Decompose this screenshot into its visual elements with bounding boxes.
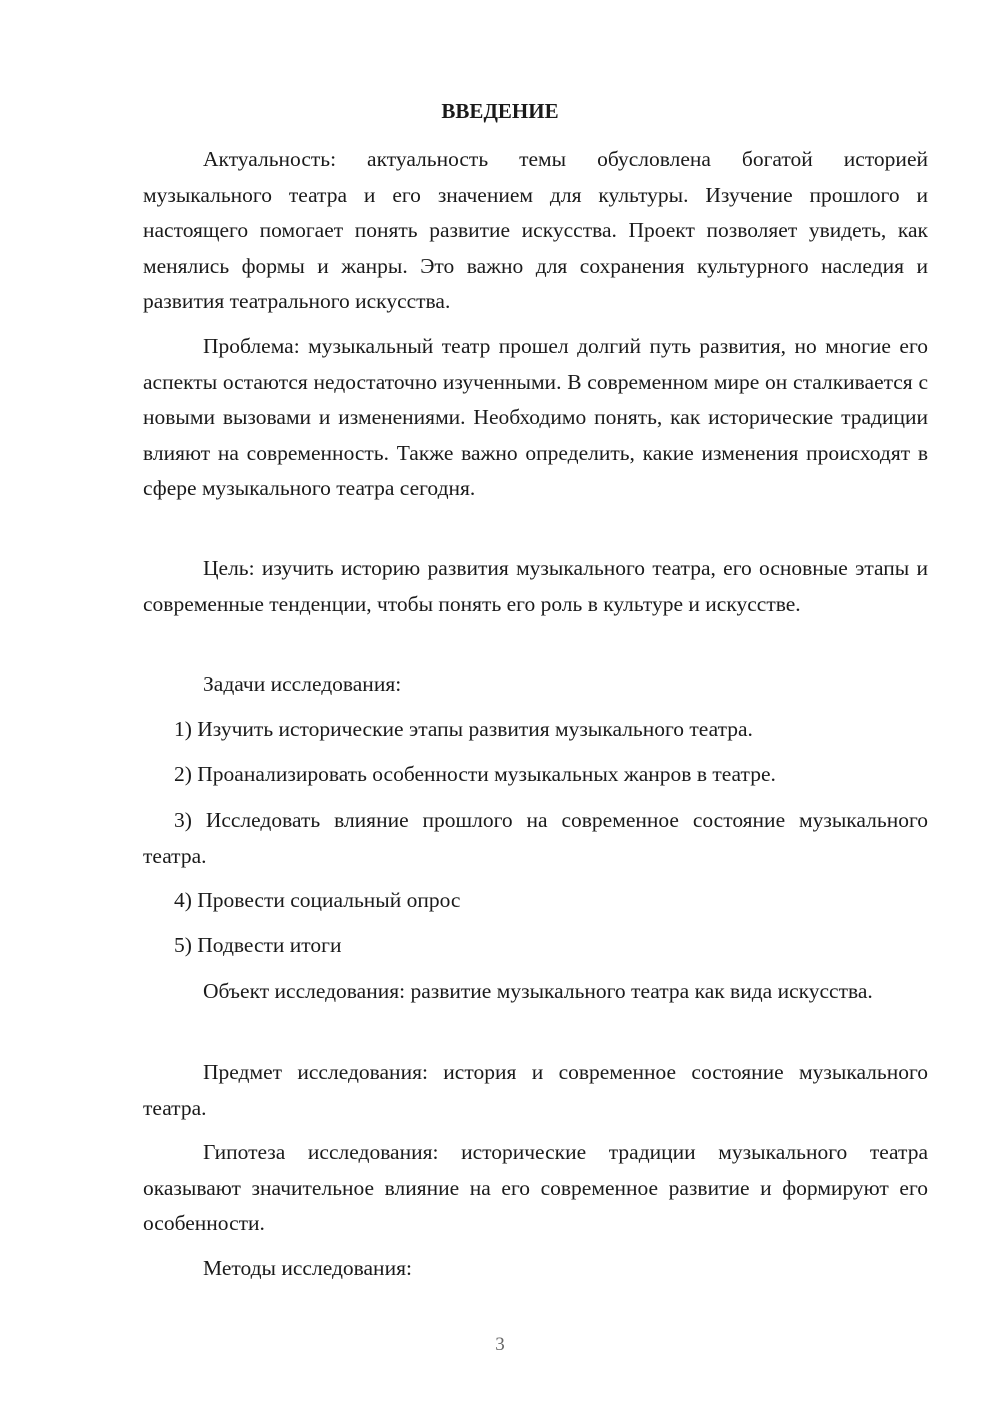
goal-paragraph: Цель: изучить историю развития музыкального театра, его основные этапы и современные тенденции, чтобы понять его роль в культуре и искусстве. xyxy=(143,556,928,616)
tasks-heading: Задачи исследования: xyxy=(203,672,402,696)
object-paragraph: Объект исследования: развитие музыкального театра как вида искусства. xyxy=(203,979,873,1003)
task-item-4: 4) Провести социальный опрос xyxy=(174,888,461,912)
task-item-2: 2) Проанализировать особенности музыкальных жанров в театре. xyxy=(174,762,776,786)
relevance-paragraph: Актуальность: актуальность темы обусловлена богатой историей музыкального театра и его значением для культуры. Изучение прошлого и настоящего помогает понять развитие искусства. Проект позволяет увидеть, как менялись формы и жанры. Это важно для сохранения культурного наследия и развития театрального искусства. xyxy=(143,147,928,313)
problem-paragraph: Проблема: музыкальный театр прошел долгий путь развития, но многие его аспекты остаются недостаточно изученными. В современном мире он сталкивается с новыми вызовами и изменениями. Необходимо понять, как исторические традиции влияют на современность. Также важно определить, какие изменения происходят в сфере музыкального театра сегодня. xyxy=(143,334,928,500)
subject-paragraph: Предмет исследования: история и современное состояние музыкального театра. xyxy=(143,1060,928,1120)
task-item-5: 5) Подвести итоги xyxy=(174,933,342,957)
hypothesis-paragraph: Гипотеза исследования: исторические традиции музыкального театра оказывают значительное влияние на его современное развитие и формируют его особенности. xyxy=(143,1140,928,1235)
methods-heading: Методы исследования: xyxy=(203,1256,412,1280)
task-item-3: 3) Исследовать влияние прошлого на современное состояние музыкального театра. xyxy=(143,808,928,868)
task-item-1: 1) Изучить исторические этапы развития музыкального театра. xyxy=(174,717,753,741)
section-title: ВВЕДЕНИЕ xyxy=(441,99,559,123)
page-number: 3 xyxy=(495,1334,505,1355)
